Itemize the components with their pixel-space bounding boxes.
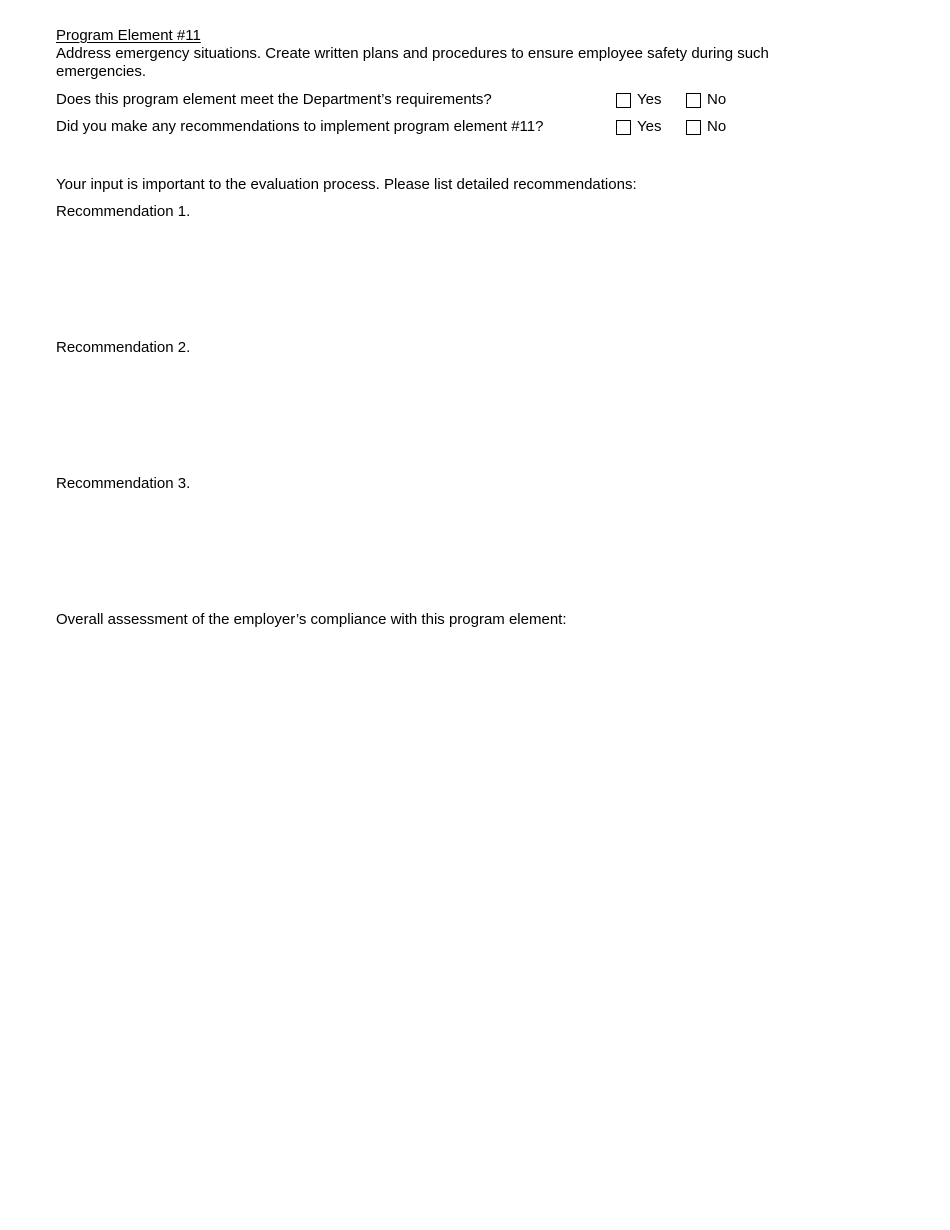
recommendation-2-label: Recommendation 2. [56,339,191,356]
made-recommendations-no-option[interactable] [686,118,726,136]
made-recommendations-no-label: No [707,118,727,135]
meets-requirements-yes-checkbox[interactable] [616,93,631,108]
meets-requirements-no-option[interactable] [686,91,726,109]
made-recommendations-yes-option[interactable] [616,118,661,136]
meets-requirements-yes-option[interactable] [616,91,661,109]
recommendation-3-label: Recommendation 3. [56,475,191,492]
recommendation-1-label: Recommendation 1. [56,203,191,220]
program-element-title: Program Element #11 [56,27,201,44]
overall-assessment-label: Overall assessment of the employer’s compliance with this program element: [56,611,567,628]
made-recommendations-no-checkbox[interactable] [686,120,701,135]
recommendations-prompt: Your input is important to the evaluation process. Please list detailed recommendations: [56,176,637,193]
question-meets-requirements: Does this program element meet the Department’s requirements? [56,91,492,108]
meets-requirements-yes-label: Yes [637,91,662,108]
made-recommendations-yes-checkbox[interactable] [616,120,631,135]
program-element-description: Address emergency situations. Create written plans and procedures to ensure employee safety during such emergencies. [56,45,769,80]
meets-requirements-no-label: No [707,91,727,108]
made-recommendations-yes-label: Yes [637,118,662,135]
question-made-recommendations: Did you make any recommendations to implement program element #11? [56,118,544,135]
meets-requirements-no-checkbox[interactable] [686,93,701,108]
